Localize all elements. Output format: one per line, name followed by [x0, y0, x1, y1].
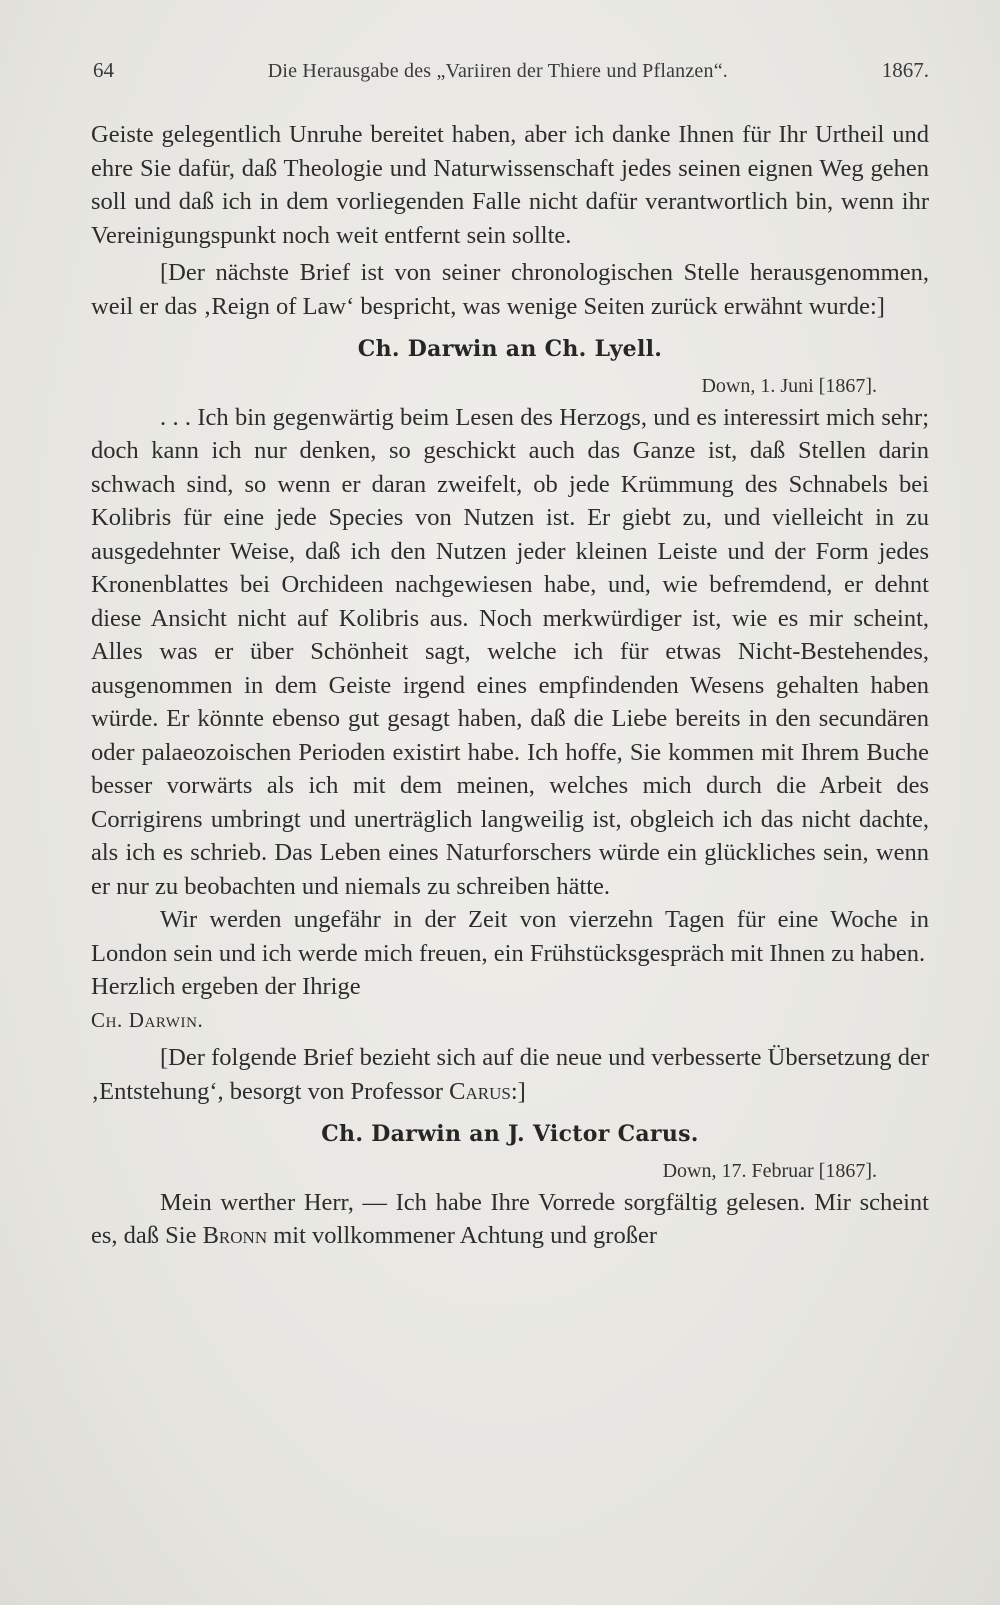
letter-paragraph: Wir werden ungefähr in der Zeit von vierzehn Tagen für eine Woche in London sein und ich werde mich freuen, ein Frühstücksgespräch mit Ihnen zu haben.	[91, 906, 929, 967]
running-title: Die Herausgabe des „Variiren der Thiere und Pflanzen“.	[267, 60, 728, 82]
letter-paragraph: . . . Ich bin gegenwärtig beim Lesen des Herzogs, und es interessirt mich sehr; doch kann ich nur denken, so geschickt auch das Ganze ist, daß Stellen darin schwach sind, so wenn er daran zweifelt, ob jede Krümmung des Schnabels bei Kolibris für eine jede Species von Nutzen ist. Er giebt zu, und vielleicht in zu ausgedehnter Weise, daß ich den Nutzen jeder kleinen Leiste und der Form jedes Kronenblattes bei Orchideen nachgewiesen habe, und, wie befremdend, er dehnt diese Ansicht nicht auf Kolibris aus. Noch merkwürdiger ist, wie es mir scheint, Alles was er über Schönheit sagt, welche ich für etwas Nicht-Bestehendes, ausgenommen in dem Geiste irgend eines empfindenden Wesens gehalten haben würde. Er könnte ebenso gut gesagt haben, daß die Liebe bereits in den secundären oder palaeozoischen Perioden existirt habe. Ich hoffe, Sie kommen mit Ihrem Buche besser vorwärts als ich mit dem meinen, welches mich durch die Arbeit des Corrigirens umbringt und unerträglich langweilig ist, obgleich ich das nicht dachte, als ich es schrieb. Das Leben eines Naturforschers würde ein glückliches sein, wenn er nur zu beobachten und niemals zu schreiben hätte.	[91, 403, 929, 900]
person-name: Bronn	[202, 1222, 268, 1249]
editorial-note	[91, 1041, 929, 1108]
paragraph-continuation: Geiste gelegentlich Unruhe bereitet haben, aber ich danke Ihnen für Ihr Urtheil und ehre Sie dafür, daß Theologie und Naturwissenschaft jedes seinen eignen Weg gehen soll und daß ich in dem vorliegenden Falle nicht dafür verantwortlich bin, wenn ihr Vereinigungspunkt noch weit entfernt sein sollte.	[91, 121, 929, 249]
letter-closing: Herzlich ergeben der Ihrige	[91, 973, 361, 1000]
letter-text-end: mit vollkommener Achtung und großer	[267, 1222, 658, 1249]
letter-dateline: Down, 1. Juni [1867].	[701, 374, 877, 397]
header-year: 1867.	[881, 58, 929, 82]
letter-signature: Ch. Darwin.	[91, 1007, 204, 1032]
letter-heading: Ch. Darwin an J. Victor Carus.	[321, 1121, 699, 1147]
letter-paragraph	[91, 1186, 929, 1253]
page-number: 64	[93, 58, 114, 82]
letter-text: Mein werther Herr, — Ich habe Ihre Vorrede sorgfältig gelesen. Mir scheint es, daß Sie	[91, 1188, 929, 1249]
page-body	[91, 118, 929, 1253]
editorial-note: [Der nächste Brief ist von seiner chronologischen Stelle herausgenommen, weil er das ‚Reign of Law‘ bespricht, was wenige Seiten zurück erwähnt wurde:]	[91, 259, 929, 320]
running-header	[93, 58, 929, 83]
person-name: Carus	[449, 1077, 511, 1105]
letter-dateline: Down, 17. Februar [1867].	[662, 1159, 877, 1182]
note-text-end: :]	[510, 1077, 526, 1105]
note-text: [Der folgende Brief bezieht sich auf die neue und verbesserte Übersetzung der ‚Entstehung‘, besorgt von Professor	[91, 1044, 929, 1105]
letter-heading: Ch. Darwin an Ch. Lyell.	[357, 336, 663, 362]
